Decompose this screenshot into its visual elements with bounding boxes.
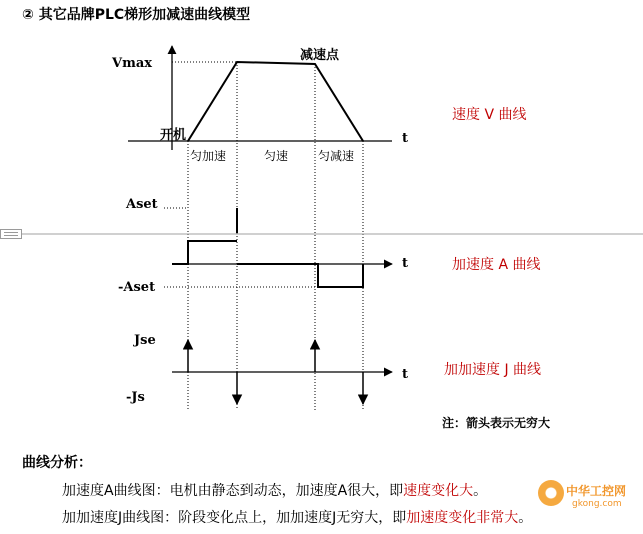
watermark-url: gkong.com: [572, 499, 622, 509]
aset-label: Aset: [126, 197, 158, 212]
analysis-line-1-highlight: 速度变化大: [403, 483, 474, 499]
zone-decel: 匀减速: [318, 149, 355, 163]
analysis-line-2-suffix: 。: [518, 510, 533, 526]
divider-handle-icon[interactable]: [0, 229, 22, 239]
zone-constant: 匀速: [264, 149, 289, 163]
neg-js-label: -Js: [126, 390, 145, 405]
analysis-line-1: [62, 480, 487, 500]
v-curve-caption: 速度 V 曲线: [452, 107, 527, 123]
start-label: 开机: [160, 128, 187, 143]
analysis-line-2-highlight: 加速度变化非常大: [406, 510, 519, 526]
analysis-title: 曲线分析：: [22, 455, 92, 471]
analysis-line-2: [62, 507, 532, 527]
watermark-logo: [538, 478, 634, 514]
v-t-label: t: [402, 131, 409, 146]
j-t-label: t: [402, 367, 409, 382]
vmax-label: Vmax: [112, 56, 153, 71]
zone-accel: 匀加速: [190, 149, 227, 163]
v-trapezoid-curve: [188, 62, 363, 141]
decel-point-label: 减速点: [300, 48, 340, 63]
neg-aset-label: -Aset: [118, 280, 156, 295]
a-curve-caption: 加速度 A 曲线: [452, 257, 541, 273]
j-curve-caption: 加加速度 J 曲线: [444, 362, 542, 378]
infinity-note: 注：箭头表示无穷大: [442, 416, 551, 430]
page-title: ② 其它品牌PLC梯形加减速曲线模型: [22, 7, 251, 23]
analysis-line-2-prefix: 加加速度J曲线图：阶段变化点上，加加速度J无穷大，即: [62, 510, 407, 526]
analysis-line-1-suffix: 。: [473, 483, 488, 499]
analysis-line-1-prefix: 加速度A曲线图：电机由静态到动态，加速度A很大，即: [62, 483, 404, 499]
a-decel-step: [237, 264, 363, 287]
watermark-text: 中华工控网: [566, 484, 627, 498]
gear-icon: [538, 480, 564, 506]
jse-label: Jse: [134, 333, 156, 348]
a-step-curve: [172, 241, 237, 264]
a-t-label: t: [402, 256, 409, 271]
